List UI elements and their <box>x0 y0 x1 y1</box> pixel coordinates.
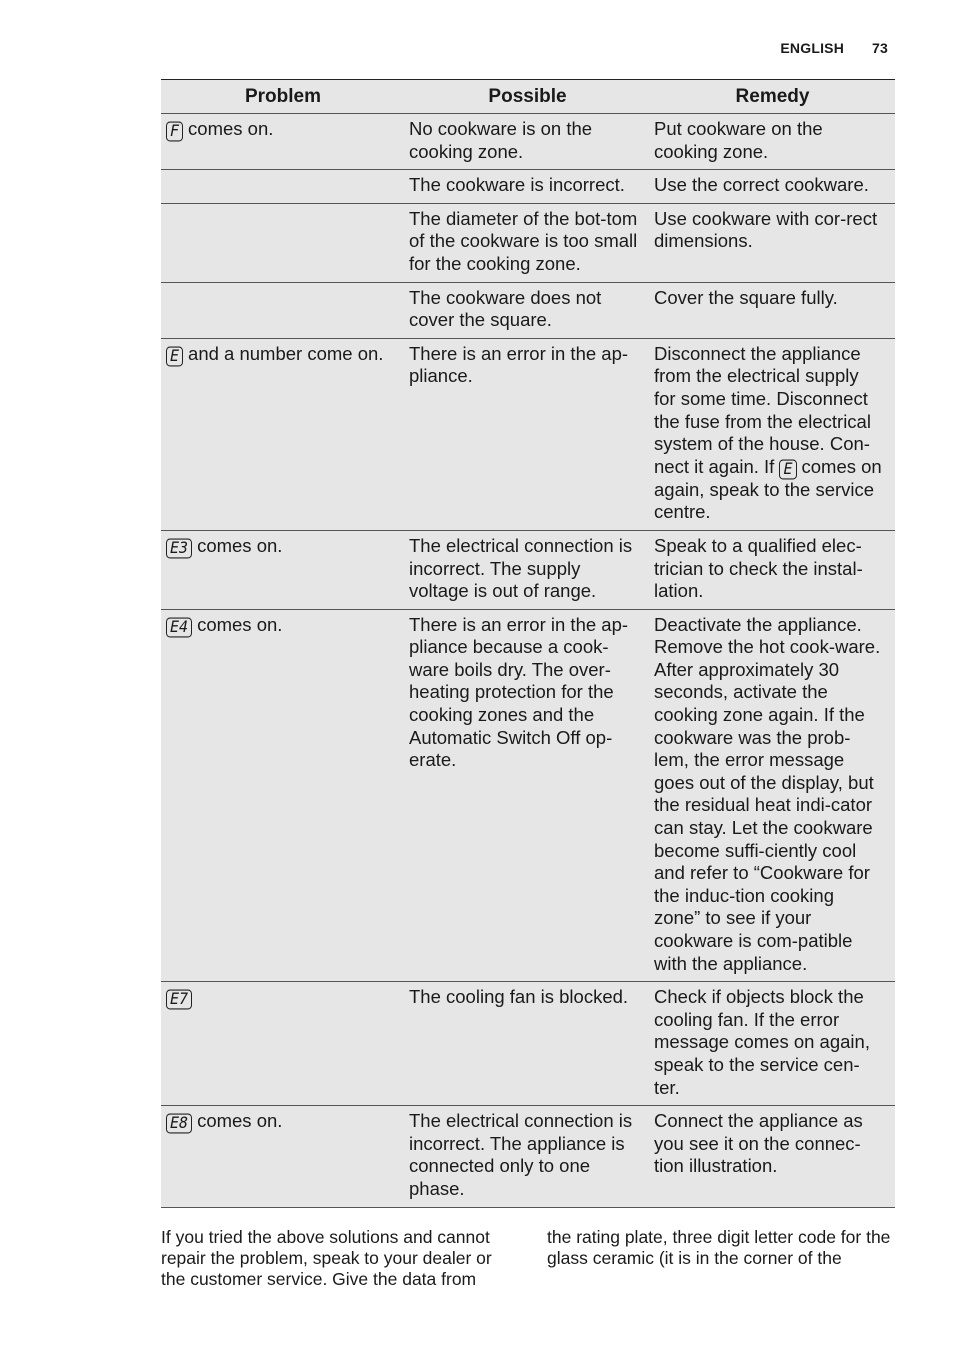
remedy-cell: Use the correct cookware. <box>650 170 895 204</box>
display-symbol-icon: E7 <box>166 990 192 1010</box>
display-symbol-icon: E <box>166 346 183 366</box>
display-symbol-icon: E3 <box>166 538 192 558</box>
troubleshooting-table <box>161 79 895 1208</box>
remedy-cell: Speak to a qualified elec-trician to check the instal-lation. <box>650 530 895 609</box>
page-number: 73 <box>872 40 888 56</box>
possible-cause-cell: There is an error in the ap-pliance. <box>405 338 650 530</box>
remedy-text: Disconnect the appliance from the electrical supply for some time. Disconnect the fuse from the electrical system of the house. Con-nect it again. If <box>654 342 871 477</box>
problem-text: comes on. <box>188 118 274 139</box>
possible-cause-cell: There is an error in the ap-pliance because a cook-ware boils dry. The over-heating protection for the cooking zones and the Automatic Switch Off op-erate. <box>405 609 650 982</box>
possible-cause-cell: The cookware does not cover the square. <box>405 282 650 338</box>
table-row <box>161 338 895 530</box>
footer-paragraph-left: If you tried the above solutions and cannot repair the problem, speak to your dealer or the customer service. Give the data from <box>161 1227 492 1289</box>
possible-cause-cell: The electrical connection is incorrect. The appliance is connected only to one phase. <box>405 1106 650 1207</box>
display-symbol-icon: E <box>779 459 796 479</box>
problem-text: comes on. <box>197 534 283 556</box>
problem-text: comes on. <box>197 1110 283 1132</box>
footer-text <box>161 1227 895 1290</box>
problem-cell <box>161 170 405 204</box>
remedy-cell: Put cookware on the cooking zone. <box>650 114 895 170</box>
table-row <box>161 982 895 1106</box>
table-header-row <box>161 80 895 114</box>
column-header-remedy: Remedy <box>650 80 895 114</box>
page-header <box>780 40 888 56</box>
footer-paragraph-right: the rating plate, three digit letter code for the glass ceramic (it is in the corner of the <box>547 1227 891 1268</box>
remedy-cell: Deactivate the appliance. Remove the hot cook-ware. After approximately 30 seconds, activate the cooking zone again. If the cookware was the prob-lem, the error message goes out of the display, but the residual heat indi-cator can stay. Let the cookware become suffi-ciently cool and refer to “Cookware for the induc-tion cooking zone” to see if your cookware is com-patible with the appliance. <box>650 609 895 982</box>
table-row <box>161 1106 895 1207</box>
problem-cell <box>161 609 405 982</box>
problem-cell <box>161 282 405 338</box>
table-row <box>161 114 895 170</box>
table-row <box>161 170 895 204</box>
remedy-cell <box>650 338 895 530</box>
remedy-text: comes on again, speak to the service centre. <box>654 455 882 523</box>
column-header-possible: Possible <box>405 80 650 114</box>
possible-cause-cell: The diameter of the bot-tom of the cookware is too small for the cooking zone. <box>405 203 650 282</box>
column-header-problem: Problem <box>161 80 405 114</box>
table-row <box>161 609 895 982</box>
language-label: ENGLISH <box>780 40 845 56</box>
problem-cell <box>161 982 405 1106</box>
table-row <box>161 203 895 282</box>
table-row <box>161 530 895 609</box>
problem-text: comes on. <box>197 613 283 635</box>
problem-cell <box>161 1106 405 1207</box>
display-symbol-icon: F <box>166 122 183 142</box>
display-symbol-icon: E8 <box>166 1114 192 1134</box>
problem-text: and a number come on. <box>188 342 384 364</box>
possible-cause-cell: The electrical connection is incorrect. The supply voltage is out of range. <box>405 530 650 609</box>
problem-cell <box>161 338 405 530</box>
display-symbol-icon: E4 <box>166 617 192 637</box>
remedy-cell: Connect the appliance as you see it on the connec-tion illustration. <box>650 1106 895 1207</box>
remedy-cell: Check if objects block the cooling fan. If the error message comes on again, speak to the service cen-ter. <box>650 982 895 1106</box>
problem-cell <box>161 114 405 170</box>
possible-cause-cell: No cookware is on the cooking zone. <box>405 114 650 170</box>
possible-cause-cell: The cookware is incorrect. <box>405 170 650 204</box>
remedy-cell: Cover the square fully. <box>650 282 895 338</box>
problem-cell <box>161 203 405 282</box>
problem-cell <box>161 530 405 609</box>
possible-cause-cell: The cooling fan is blocked. <box>405 982 650 1106</box>
table-row <box>161 282 895 338</box>
remedy-cell: Use cookware with cor-rect dimensions. <box>650 203 895 282</box>
